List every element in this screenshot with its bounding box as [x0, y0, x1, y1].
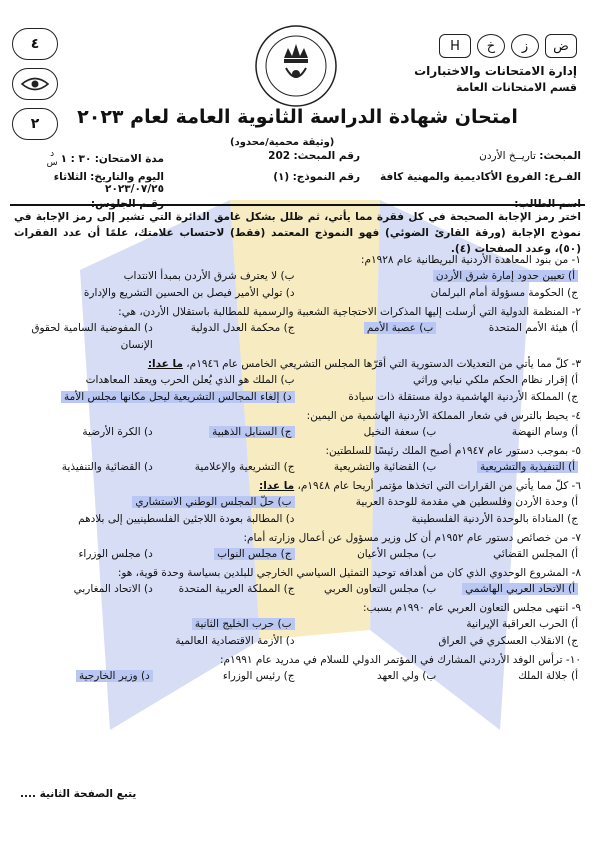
question-1	[14, 253, 581, 302]
option-label: د) مجلس الوزراء	[78, 548, 153, 560]
question-exception-note: ما عدا:	[259, 480, 295, 492]
duration-unit-min: د	[50, 149, 55, 159]
code-box: خ	[477, 34, 505, 58]
question-text: ٩- انتهى مجلس التعاون العربي عام ١٩٩٠م بسبب:	[363, 602, 581, 614]
answer-option-highlighted[interactable]	[439, 459, 581, 476]
options	[14, 546, 581, 563]
options	[14, 268, 581, 302]
option-label: د) إلغاء المجالس التشريعية ليحل مكانها مجلس الأمة	[61, 391, 295, 403]
option-label: د) تولي الأمير فيصل بن الحسين التشريع والإدارة	[83, 287, 295, 299]
option-label: أ) إقرار نظام الحكم ملكي نيابي وراثي	[412, 374, 578, 386]
answer-option[interactable]	[156, 459, 298, 476]
option-label: د) الاتحاد المغاربي	[73, 583, 153, 595]
option-label: ب) لا يعترف شرق الأردن بمبدأ الانتداب	[123, 270, 295, 282]
page-count-badge: ٤	[12, 28, 58, 60]
option-label: ج) الانقلاب العسكري في العراق	[438, 635, 578, 647]
question-text: ١- من بنود المعاهدة الأردنية البريطانية عام ١٩٢٨م:	[360, 254, 581, 266]
day-label: اليوم والتاريخ:	[90, 171, 164, 183]
question-text: ٤- يحيط بالترس في شعار المملكة الأردنية الهاشمية من اليمين:	[306, 410, 581, 422]
confidential-label: (وثيقة محمية/محدود)	[230, 137, 335, 148]
duration-value: ٣٠ : ١	[60, 153, 92, 165]
option-label: د) المطالبة بعودة اللاجئين الفلسطينيين إلى بلادهم	[78, 513, 295, 525]
question-exception-note: ما عدا:	[147, 358, 183, 370]
duration-unit-hour: س	[46, 158, 58, 168]
option-label: أ) وسام النهضة	[511, 426, 578, 438]
option-label: أ) التنفيذية والتشريعية	[477, 461, 578, 473]
answer-option[interactable]	[14, 372, 298, 389]
question-text: ٣- كلّ مما يأتي من التعديلات الدستورية التي أقرّها المجلس التشريعي الخامس عام ١٩٤٦م،	[186, 358, 581, 370]
option-label: ب) مجلس التعاون العربي	[324, 583, 437, 595]
answer-option[interactable]	[14, 546, 156, 563]
options	[14, 668, 581, 685]
answer-option-highlighted[interactable]	[156, 546, 298, 563]
option-label: أ) هيئة الأمم المتحدة	[488, 322, 578, 334]
model-badge: ٢	[12, 108, 58, 140]
questions-list	[14, 253, 581, 688]
dept-section: قسم الامتحانات العامة	[455, 81, 577, 94]
answer-option[interactable]	[298, 372, 582, 389]
option-label: ج) السنابل الذهبية	[209, 426, 294, 438]
duration-label: مدة الامتحان:	[94, 153, 164, 165]
code-box: H	[439, 34, 471, 58]
answer-option[interactable]	[156, 581, 298, 598]
question-3	[14, 357, 581, 406]
question-stem	[14, 653, 581, 668]
answer-option-highlighted[interactable]	[14, 668, 156, 685]
question-stem	[14, 357, 581, 372]
option-label: ج) المملكة العربية المتحدة	[178, 583, 295, 595]
answer-option[interactable]	[439, 320, 581, 354]
answer-option[interactable]	[14, 511, 298, 528]
branch-value: الفروع الأكاديمية والمهنية كافة	[380, 171, 542, 183]
answer-option[interactable]	[298, 424, 440, 441]
question-8	[14, 566, 581, 598]
option-label: د) القضائية والتنفيذية	[61, 461, 153, 473]
subject-value: تاريــخ الأردن	[479, 150, 536, 162]
answer-option[interactable]	[439, 668, 581, 685]
seat-number-label: رقـم الجلوس:	[90, 198, 164, 210]
continue-note: يتبع الصفحة الثانية ....	[20, 788, 137, 800]
answer-option[interactable]	[14, 424, 156, 441]
option-label: ج) التشريعية والإعلامية	[194, 461, 295, 473]
option-label: ج) مجلس النواب	[214, 548, 294, 560]
answer-option-highlighted[interactable]	[156, 424, 298, 441]
dept-name: إدارة الامتحانات والاختبارات	[414, 64, 577, 78]
option-label: أ) تعيين حدود إمارة شرق الأردن	[433, 270, 578, 282]
question-text: ٨- المشروع الوحدوي الذي كان من أهدافه توحيد التمثيل السياسي الخارجي للبلدين بسياسة وحدة قوية، هو:	[117, 567, 581, 579]
options	[14, 372, 581, 406]
option-label: ب) عصبة الأمم	[364, 322, 436, 334]
question-5	[14, 444, 581, 476]
header-divider	[10, 204, 585, 206]
answer-option[interactable]	[298, 459, 440, 476]
option-label: ب) سعفة النخيل	[363, 426, 437, 438]
question-text: ٧- من خصائص دستور عام ١٩٥٢م أن كل وزير مسؤول عن أعمال وزارته أمام:	[243, 532, 581, 544]
student-name-label: اسم الطالب:	[514, 198, 581, 210]
option-label: د) المفوضية السامية لحقوق الإنسان	[31, 322, 153, 351]
answer-option[interactable]	[14, 320, 156, 354]
code-box: ض	[545, 34, 577, 58]
subject-no-label: رقم المبحث:	[293, 150, 360, 162]
answer-option[interactable]	[298, 494, 582, 511]
option-label: ب) الملك هو الذي يُعلن الحرب ويعقد المعاهدات	[85, 374, 295, 386]
duration	[47, 150, 92, 168]
option-label: أ) الاتحاد العربي الهاشمي	[462, 583, 578, 595]
question-stem	[14, 253, 581, 268]
option-label: د) الأزمة الاقتصادية العالمية	[175, 635, 295, 647]
answer-option-highlighted[interactable]	[298, 268, 582, 285]
answer-option[interactable]	[298, 581, 440, 598]
instructions: اختر رمز الإجابة الصحيحة في كل فقرة مما يأتي، ثم ظلل بشكل غامق الدائرة التي تشير إلى رمز الإجابة في نموذج الإجابة (ورقة القارئ الضوئي) فهو النموذج المعتمد (فقط) لاحتساب علامتك، علمًا أن عدد الفقرات (٥٠)، وعدد الصفحات (٤).	[14, 211, 581, 255]
option-label: ب) ولي العهد	[377, 670, 437, 682]
question-text: ١٠- ترأس الوفد الأردني المشارك في المؤتمر الدولي للسلام في مدريد عام ١٩٩١م:	[219, 654, 581, 666]
question-text: ٥- بموجب دستور عام ١٩٤٧م أصبح الملك رئيسًا للسلطتين:	[325, 445, 581, 457]
option-label: ب) حرب الخليج الثانية	[192, 618, 295, 630]
answer-option[interactable]	[298, 285, 582, 302]
option-label: أ) جلالة الملك	[518, 670, 578, 682]
answer-option-highlighted[interactable]	[14, 616, 298, 633]
answer-option[interactable]	[298, 633, 582, 650]
question-4	[14, 409, 581, 441]
answer-option[interactable]	[14, 581, 156, 598]
option-label: أ) المجلس القضائي	[493, 548, 578, 560]
option-label: ج) المناداة بالوحدة الأردنية الفلسطينية	[411, 513, 578, 525]
options	[14, 424, 581, 441]
options	[14, 494, 581, 528]
answer-option[interactable]	[298, 616, 582, 633]
code-box: ز	[511, 34, 539, 58]
answer-option[interactable]	[439, 546, 581, 563]
option-label: د) وزير الخارجية	[76, 670, 153, 682]
question-7	[14, 531, 581, 563]
question-stem	[14, 531, 581, 546]
answer-option[interactable]	[14, 268, 298, 285]
option-label: ج) رئيس الوزراء	[222, 670, 295, 682]
answer-option[interactable]	[156, 668, 298, 685]
question-stem	[14, 566, 581, 581]
question-text: ٢- المنظمة الدولية التي أرسلت إليها المذكرات الاحتجاجية الشعبية والرسمية للمطالبة باستقلال الأردن، هي:	[118, 306, 581, 318]
answer-option[interactable]	[298, 668, 440, 685]
answer-option[interactable]	[439, 424, 581, 441]
question-text: ٦- كلّ مما يأتي من القرارات التي اتخذها مؤتمر أريحا عام ١٩٤٨م،	[297, 480, 581, 492]
answer-option[interactable]	[14, 459, 156, 476]
options	[14, 581, 581, 598]
question-stem	[14, 479, 581, 494]
option-label: د) الكرة الأرضية	[82, 426, 153, 438]
answer-option[interactable]	[156, 320, 298, 354]
department-header	[414, 64, 577, 94]
answer-option-highlighted[interactable]	[439, 581, 581, 598]
question-10	[14, 653, 581, 685]
model-value: (١)	[273, 171, 290, 183]
answer-option[interactable]	[298, 546, 440, 563]
subject-no-value: 202	[268, 150, 291, 162]
question-stem	[14, 409, 581, 424]
option-label: ب) حلّ المجلس الوطني الاستشاري	[132, 496, 294, 508]
answer-option[interactable]	[14, 633, 298, 650]
question-6	[14, 479, 581, 528]
question-stem	[14, 305, 581, 320]
answer-option[interactable]	[298, 511, 582, 528]
answer-option-highlighted[interactable]	[14, 494, 298, 511]
options	[14, 616, 581, 650]
day-value: الثلاثاء ٢٠٢٣/٠٧/٢٥	[53, 171, 164, 195]
option-label: أ) الحرب العراقية الإيرانية	[466, 618, 578, 630]
eye-icon	[12, 68, 58, 100]
option-label: ب) القضائية والتشريعية	[333, 461, 437, 473]
answer-option[interactable]	[298, 389, 582, 406]
question-stem	[14, 601, 581, 616]
jordan-crown-emblem-icon	[254, 24, 338, 108]
option-label: ج) محكمة العدل الدولية	[190, 322, 295, 334]
answer-option-highlighted[interactable]	[298, 320, 440, 354]
option-label: ج) المملكة الأردنية الهاشمية دولة مستقلة ذات سيادة	[348, 391, 578, 403]
question-stem	[14, 444, 581, 459]
options	[14, 320, 581, 354]
answer-option[interactable]	[14, 285, 298, 302]
answer-option-highlighted[interactable]	[14, 389, 298, 406]
branch-label: الفـرع:	[544, 171, 581, 183]
left-badges	[12, 28, 70, 148]
subject-label: المبحث:	[539, 150, 581, 162]
model-label: رقم النموذج:	[292, 171, 360, 183]
question-9	[14, 601, 581, 650]
question-2	[14, 305, 581, 354]
option-label: ج) الحكومة مسؤولة أمام البرلمان	[430, 287, 578, 299]
option-label: ب) مجلس الأعيان	[357, 548, 437, 560]
options	[14, 459, 581, 476]
code-boxes	[439, 34, 577, 58]
option-label: أ) وحدة الأردن وفلسطين هي مقدمة للوحدة العربية	[355, 496, 578, 508]
exam-title: امتحان شهادة الدراسة الثانوية العامة لعام ٢٠٢٣	[77, 106, 518, 128]
